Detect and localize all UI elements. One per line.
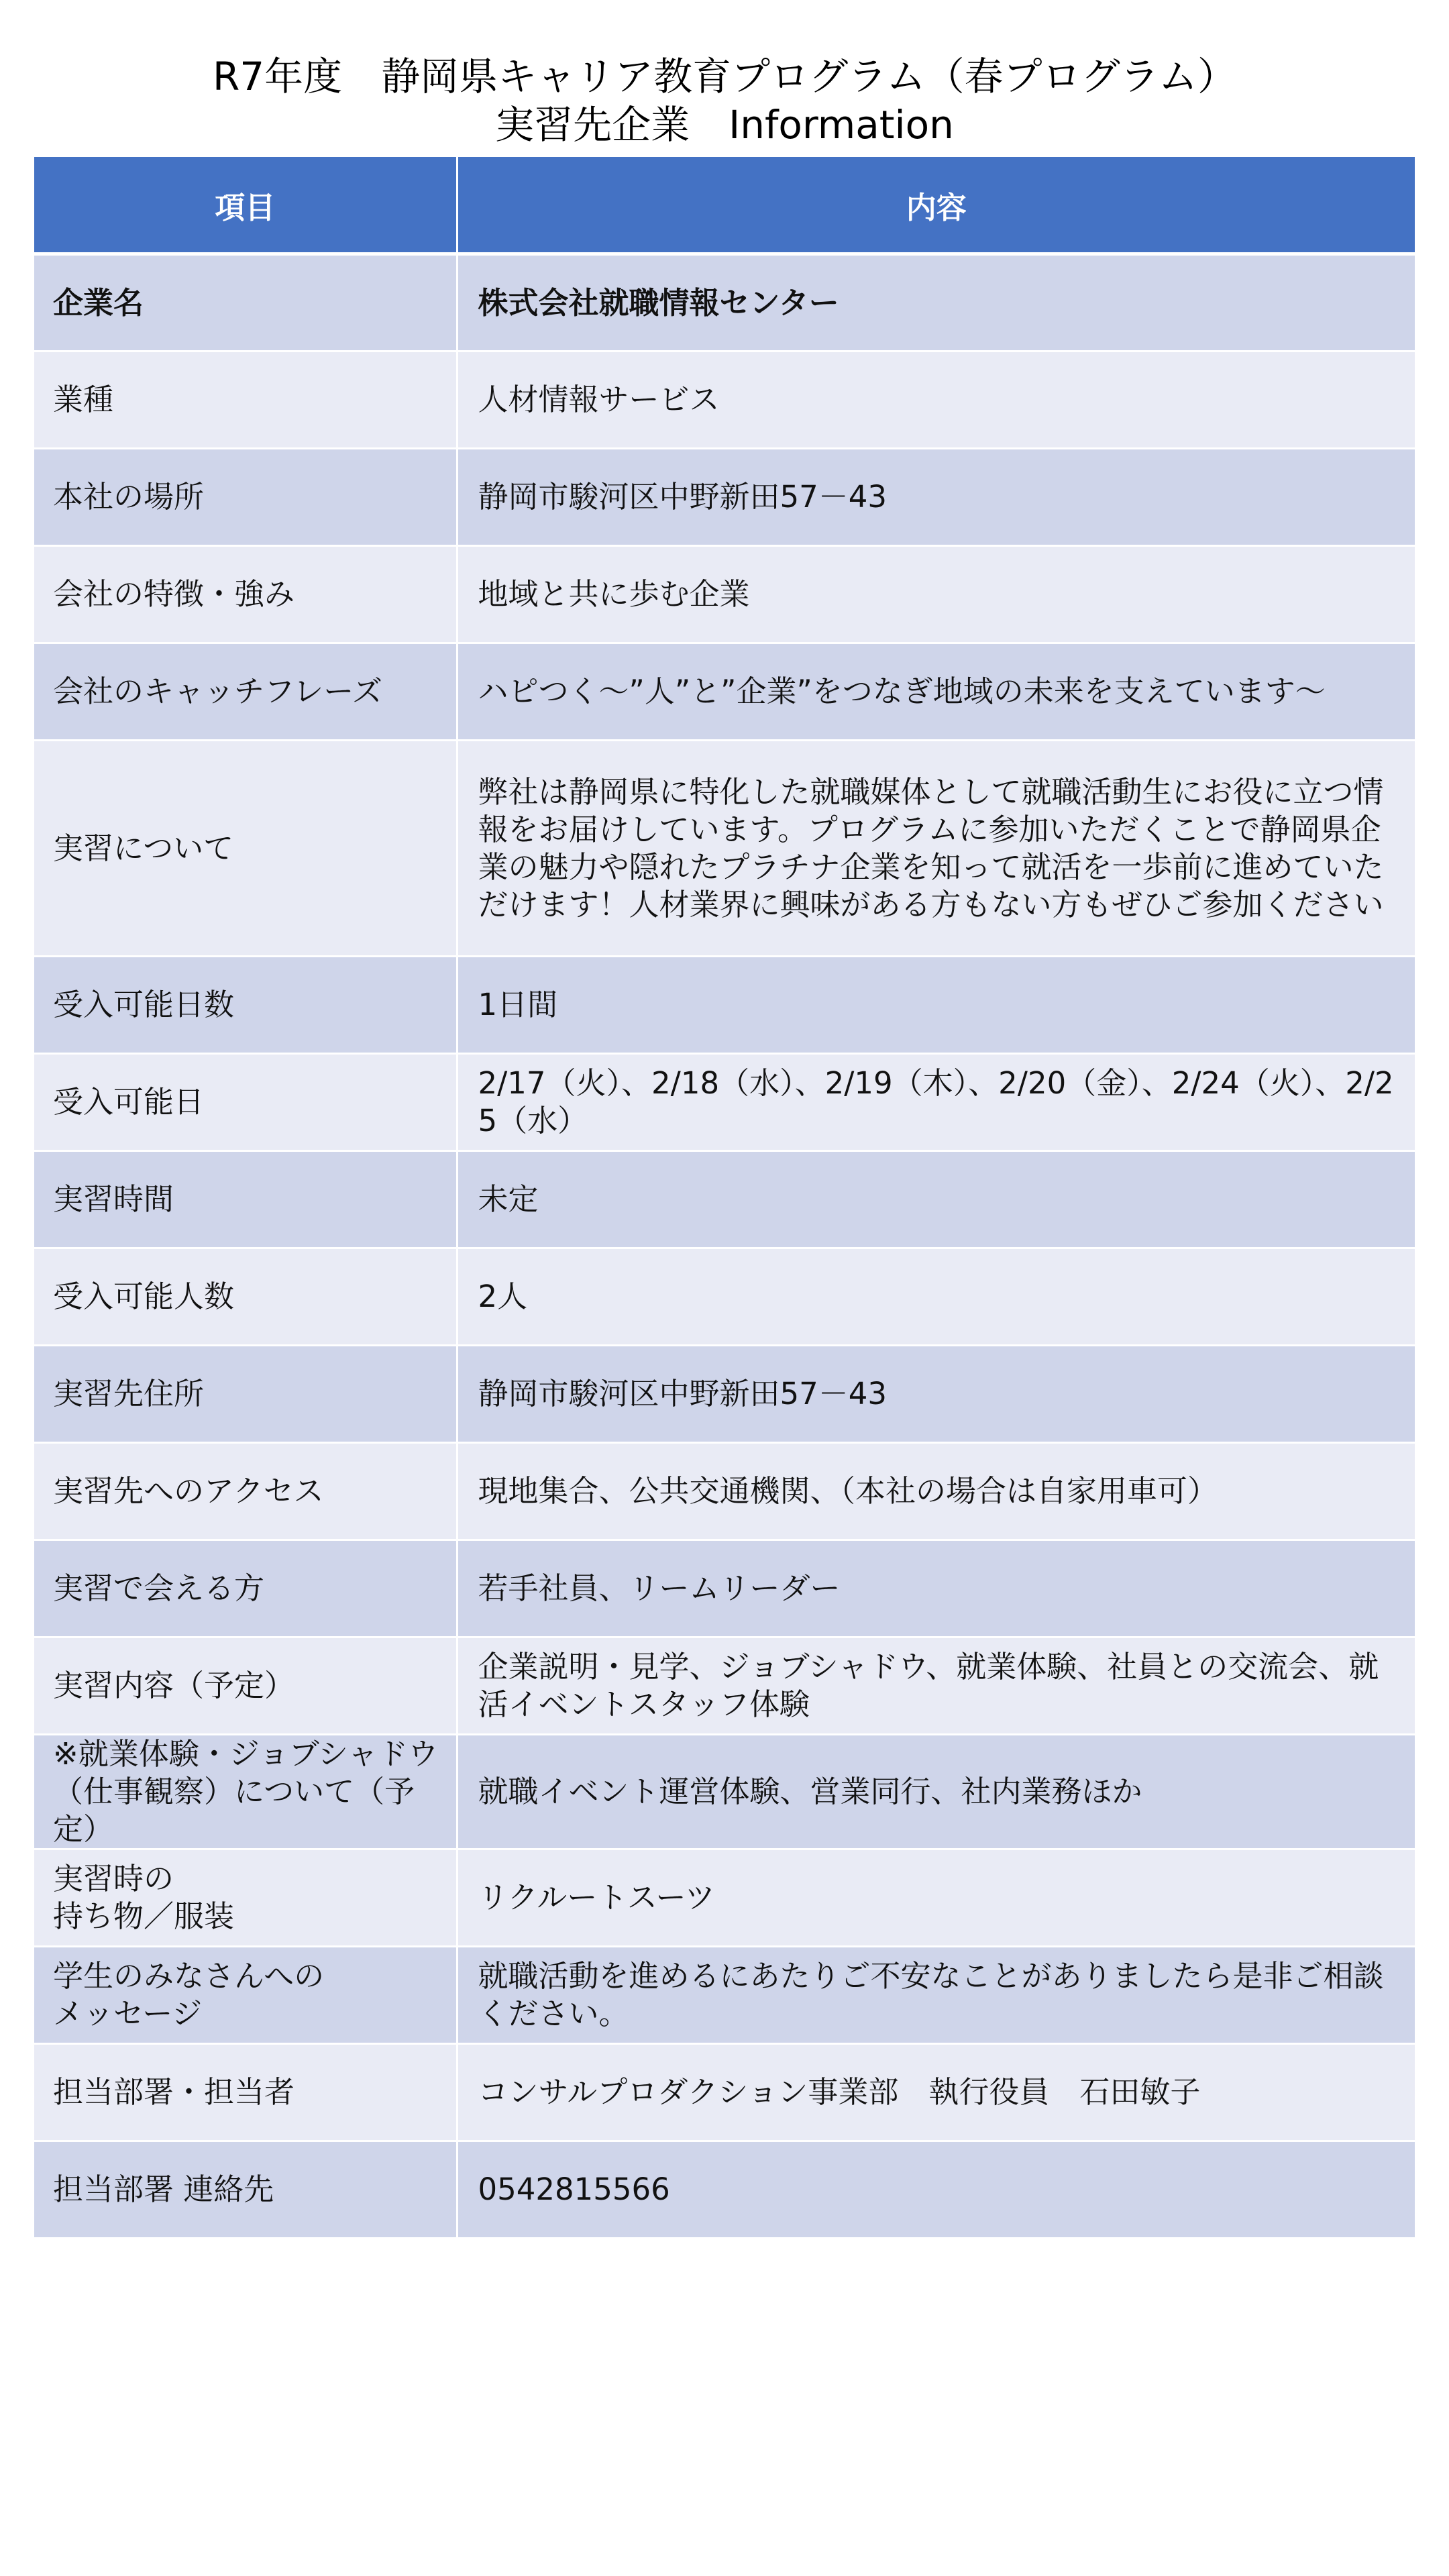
row-label: 受入可能日数 — [34, 957, 457, 1054]
row-label: 実習先住所 — [34, 1346, 457, 1443]
row-value: 静岡市駿河区中野新田57－43 — [457, 449, 1415, 546]
row-label: 実習内容（予定） — [34, 1638, 457, 1735]
row-value: 人材情報サービス — [457, 352, 1415, 449]
row-label: 実習について — [34, 741, 457, 957]
row-value: ハピつく～”人”と”企業”をつなぎ地域の未来を支えています～ — [457, 643, 1415, 741]
company-info-table — [34, 157, 1415, 2239]
row-features — [34, 546, 1415, 643]
row-internship-address — [34, 1346, 1415, 1443]
row-company-name — [34, 254, 1415, 352]
table-header-row — [34, 157, 1415, 254]
row-internship-about — [34, 741, 1415, 957]
row-capacity — [34, 1248, 1415, 1346]
row-label: ※就業体験・ジョブシャドウ（仕事観察）について（予定） — [34, 1735, 457, 1849]
page-title — [0, 52, 1449, 149]
row-value: 2人 — [457, 1248, 1415, 1346]
row-value: 0542815566 — [457, 2141, 1415, 2239]
row-value: 1日間 — [457, 957, 1415, 1054]
row-label: 実習時の 持ち物／服装 — [34, 1849, 457, 1947]
row-value: 就職イベント運営体験、営業同行、社内業務ほか — [457, 1735, 1415, 1849]
row-label: 担当部署・担当者 — [34, 2044, 457, 2141]
row-label: 実習時間 — [34, 1151, 457, 1248]
row-value: リクルートスーツ — [457, 1849, 1415, 1947]
row-label: 実習で会える方 — [34, 1540, 457, 1638]
row-belongings — [34, 1849, 1415, 1947]
row-value: 地域と共に歩む企業 — [457, 546, 1415, 643]
row-label: 本社の場所 — [34, 449, 457, 546]
row-accept-days — [34, 957, 1415, 1054]
row-value: 2/17（火）、2/18（水）、2/19（木）、2/20（金）、2/24（火）、2/25（水） — [457, 1054, 1415, 1151]
row-label: 業種 — [34, 352, 457, 449]
row-label: 受入可能日 — [34, 1054, 457, 1151]
row-value: コンサルプロダクション事業部 執行役員 石田敏子 — [457, 2044, 1415, 2141]
row-people-to-meet — [34, 1540, 1415, 1638]
row-job-shadow — [34, 1735, 1415, 1849]
row-value: 未定 — [457, 1151, 1415, 1248]
header-item: 項目 — [34, 157, 457, 254]
row-label: 会社のキャッチフレーズ — [34, 643, 457, 741]
row-label: 企業名 — [34, 254, 457, 352]
row-value: 就職活動を進めるにあたりご不安なことがありましたら是非ご相談ください。 — [457, 1947, 1415, 2044]
row-value: 若手社員、リームリーダー — [457, 1540, 1415, 1638]
row-accept-dates — [34, 1054, 1415, 1151]
row-contact-phone — [34, 2141, 1415, 2239]
row-value: 現地集合、公共交通機関、（本社の場合は自家用車可） — [457, 1443, 1415, 1540]
row-value: 弊社は静岡県に特化した就職媒体として就職活動生にお役に立つ情報をお届けしています。プログラムに参加いただくことで静岡県企業の魅力や隠れたプラチナ企業を知って就活を一歩前に進めていただけます！人材業界に興味がある方もない方もぜひご参加ください — [457, 741, 1415, 957]
row-label: 学生のみなさんへの メッセージ — [34, 1947, 457, 2044]
row-internship-content — [34, 1638, 1415, 1735]
title-line-2: 実習先企業 Information — [495, 102, 954, 148]
row-label: 担当部署 連絡先 — [34, 2141, 457, 2239]
row-label: 実習先へのアクセス — [34, 1443, 457, 1540]
row-value: 企業説明・見学、ジョブシャドウ、就業体験、社員との交流会、就活イベントスタッフ体験 — [457, 1638, 1415, 1735]
row-industry — [34, 352, 1415, 449]
row-value: 静岡市駿河区中野新田57－43 — [457, 1346, 1415, 1443]
header-content: 内容 — [457, 157, 1415, 254]
row-contact-person — [34, 2044, 1415, 2141]
row-label: 受入可能人数 — [34, 1248, 457, 1346]
row-headquarters — [34, 449, 1415, 546]
row-catchphrase — [34, 643, 1415, 741]
row-value: 株式会社就職情報センター — [457, 254, 1415, 352]
row-message — [34, 1947, 1415, 2044]
row-internship-hours — [34, 1151, 1415, 1248]
row-access — [34, 1443, 1415, 1540]
row-label: 会社の特徴・強み — [34, 546, 457, 643]
title-line-1: R7年度 静岡県キャリア教育プログラム（春プログラム） — [212, 54, 1237, 99]
